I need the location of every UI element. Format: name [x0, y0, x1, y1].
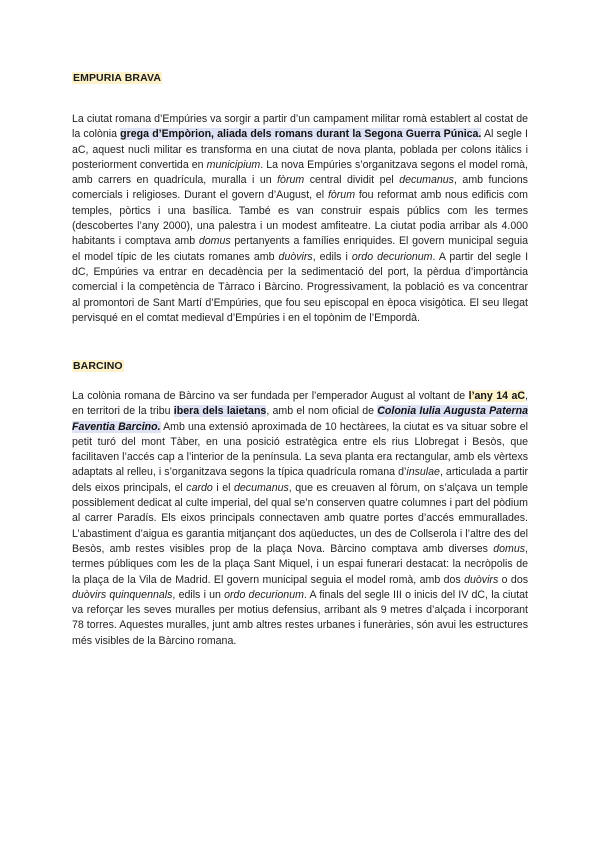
highlight-text: grega d’Empòrion, aliada dels romans durant la Segona Guerra Púnica.	[120, 128, 482, 141]
section-heading-empuria-brava: EMPURIA BRAVA	[73, 72, 162, 84]
paragraph-barcino: La colònia romana de Bàrcino va ser fundada per l’emperador August al voltant de l’any 14 aC, en territori de la tribu ibera dels laietans, amb el nom oficial de Colonia Iulia Augusta Paterna Faventia Barcino. Amb una extensió aproximada de 10 hectàrees, la ciutat es va situar sobre el petit turó del mont Tàber, en una posició estratègica entre els rius Llobregat i Besòs, que facilitaven l’accés cap a l’interior de la península. La seva planta era rectangular, amb els vèrtexs adaptats al relleu, i s’organitzava segons la típica quadrícula romana d’insulae, articulada a partir dels eixos principals, el cardo i el decumanus, que es creuaven al fòrum, on s’alçava un temple possiblement dedicat al culte imperial, del qual se’n conserven quatre columnes i part del pòdium al carrer Paradís. Els eixos principals connectaven amb quatre portes d’accés emmurallades. L’abastiment d’aigua es garantia mitjançant dos aqüeductes, un des de Collserola i l’altre des del Besòs, amb restes visibles prop de la plaça Nova. Bàrcino comptava amb diverses domus, termes públiques com les de la plaça Sant Miquel, i un espai funerari destacat: la necròpolis de la plaça de la Vila de Madrid. El govern municipal seguia el model romà, amb dos duòvirs o dos duòvirs quinquennals, edils i un ordo decurionum. A finals del segle III o inicis del IV dC, la ciutat va reforçar les seves muralles per motius defensius, arribant als 9 metres d’alçada i incorporant 78 torres. Aquestes muralles, junt amb altres restes urbanes i funeràries, són avui les estructures més visibles de la Bàrcino romana.	[72, 390, 529, 647]
highlight-text: ibera dels laietans	[173, 405, 267, 418]
highlight-text: l’any 14 aC	[468, 390, 526, 402]
section-heading-barcino: BARCINO	[73, 360, 123, 372]
paragraph-empuries: La ciutat romana d’Empúries va sorgir a partir d’un campament militar romà establert al costat de la colònia grega d’Empòrion, aliada dels romans durant la Segona Guerra Púnica. Al segle I aC, aquest nucli militar es transforma en una ciutat de nova planta, poblada per colons itàlics i posteriorment convertida en municipium. La nova Empúries s’organitzava segons el model romà, amb carrers en quadrícula, muralla i un fòrum central dividit pel decumanus, amb funcions comercials i religioses. Durant el govern d’August, el fòrum fou reformat amb nous edificis com temples, pòrtics i una basílica. També es van construir espais públics com les termes (descobertes l’any 2000), una palestra i un modest amfiteatre. La ciutat podia arribar als 4.000 habitants i comptava amb domus pertanyents a famílies enriquides. El govern municipal seguia el model típic de les ciutats romanes amb duòvirs, edils i ordo decurionum. A partir del segle I dC, Empúries va entrar en decadència per la sedimentació del port, la pèrdua d’importància comercial i la competència de Tàrraco i Bàrcino. Progressivament, la població es va concentrar al promontori de Sant Martí d’Empúries, que fou seu episcopal en època visigòtica. El seu llegat pervisqué en el comtat medieval d’Empúries i en el topònim de l’Empordà.	[72, 113, 529, 324]
highlight-text: Colonia Iulia Augusta Paterna Faventia Barcino.	[72, 405, 528, 433]
